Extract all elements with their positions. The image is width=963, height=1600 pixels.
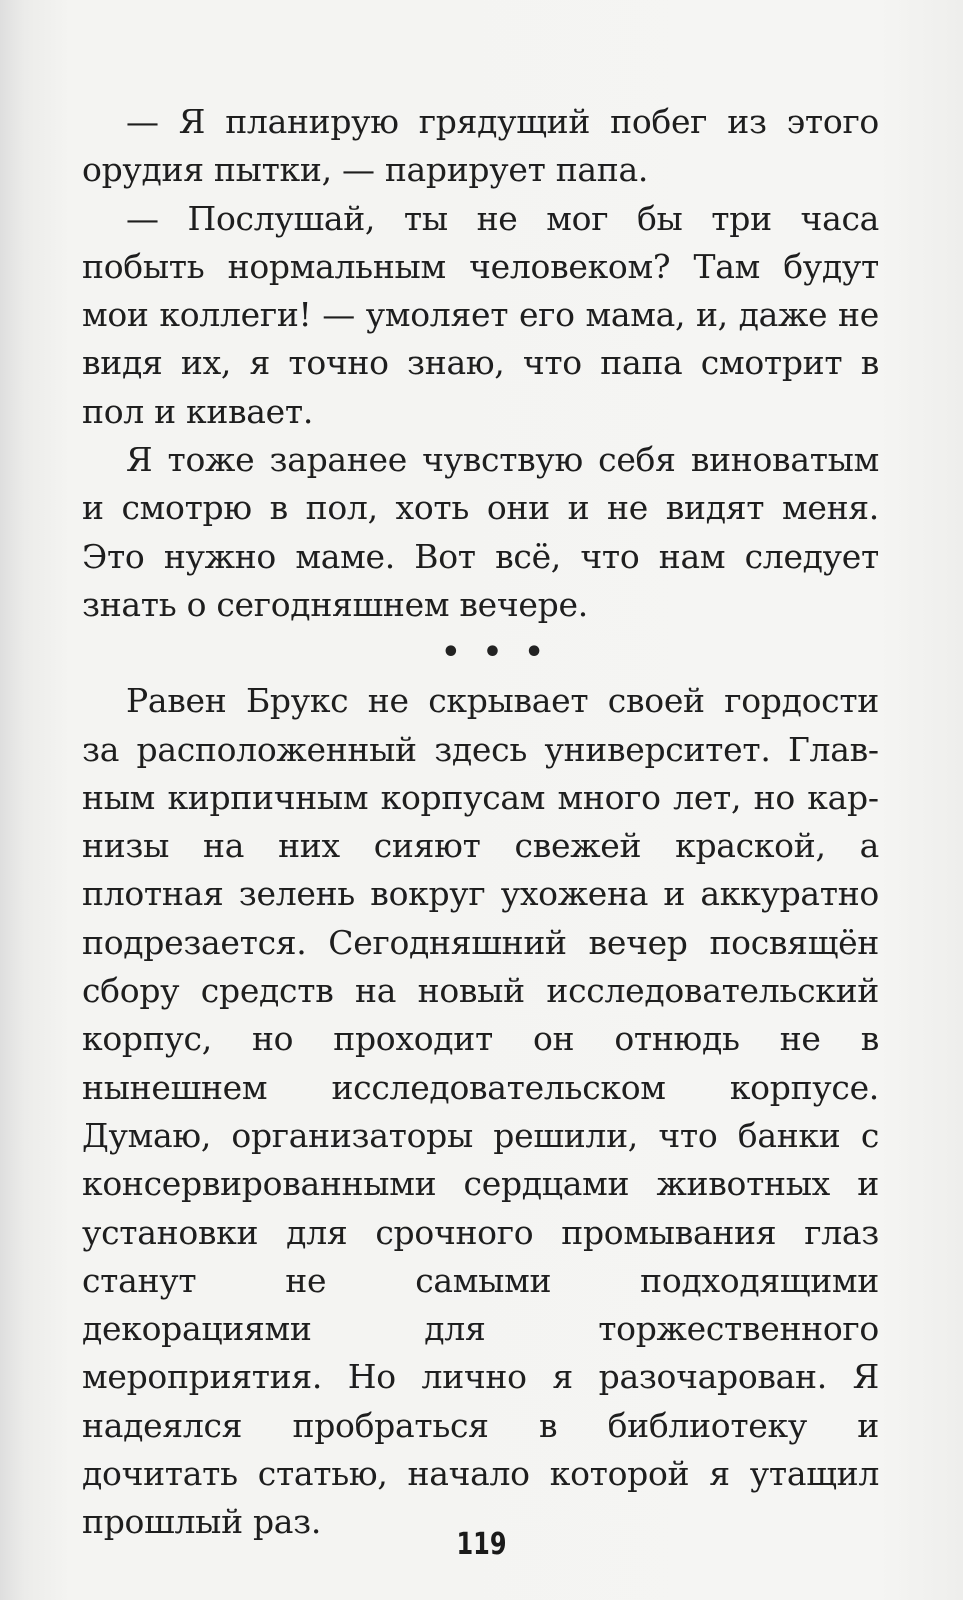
paragraph: — Послушай, ты не мог бы три часа побыть нормальным человеком? Там будут мои коллеги! — умоляет его мама, и, даже не видя их, я точно знаю, что папа смотрит в пол и кивает.: [82, 198, 879, 431]
section-separator: • • •: [441, 635, 550, 671]
paragraph: Равен Брукс не скрывает своей гордости за расположенный здесь университет. Главным кирпичным корпусам много лет, но карнизы на них сияют свежей краской, а плотная зелень вокруг ухожена и аккуратно подрезается. Сегодняшний вечер посвящён сбору средств на новый исследовательский корпус, но проходит он отнюдь не в нынешнем исследовательском корпусе. Думаю, организаторы решили, что банки с консервированными сердцами животных и установки для срочного промывания глаз станут не самыми подходящими декорациями для торжественного мероприятия. Но лично я разочарован. Я надеялся пробраться в библиотеку и дочитать статью, начало которой я утащил прошлый раз.: [82, 681, 879, 1542]
page-number: 119: [456, 1527, 507, 1562]
paragraph: — Я планирую грядущий побег из этого орудия пытки, — парирует папа.: [82, 102, 879, 190]
page-text: [82, 98, 879, 1547]
paragraph: Я тоже заранее чувствую себя виноватым и смотрю в пол, хоть они и не видят меня. Это нужно маме. Вот всё, что нам следует знать о сегодняшнем вечере.: [82, 440, 879, 624]
